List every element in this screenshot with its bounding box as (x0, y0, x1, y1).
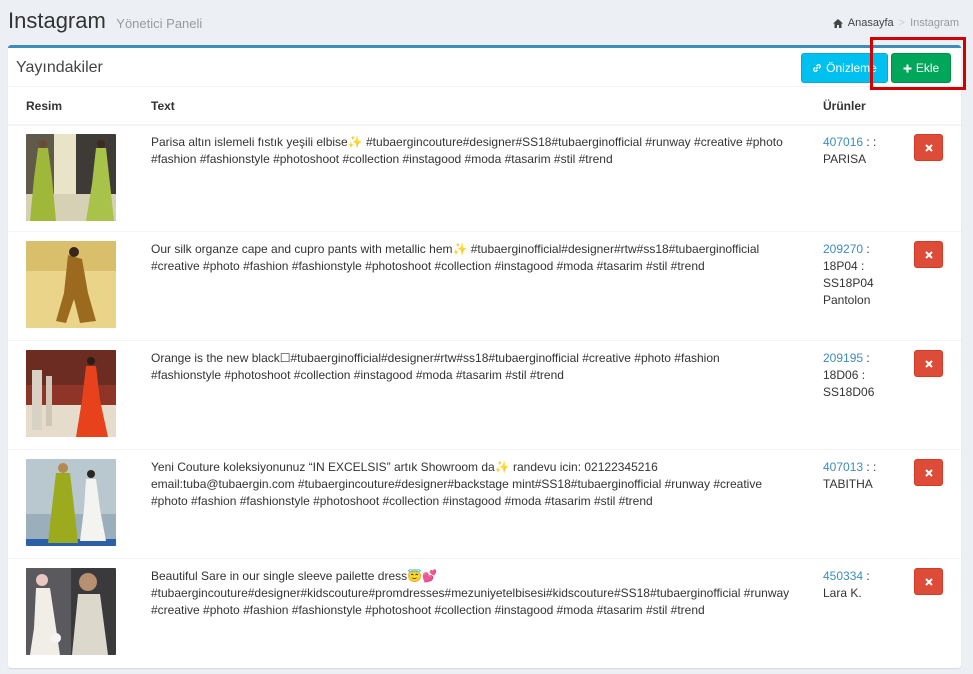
close-icon (925, 251, 933, 259)
post-text: Beautiful Sare in our single sleeve pailette dress😇💕 #tubaergincouture#designer#kidscouture#promdresses#mezuniyetelbisesi#kidscouture#SS18#tubaerginofficial #runway #creative #photo #fashion #fashionstyle #photoshoot #collection #instagood #moda #tasarim #stil #trend (151, 569, 790, 617)
breadcrumb-separator: > (898, 17, 906, 29)
link-icon (812, 63, 822, 73)
product-detail: : : PARISA (823, 135, 877, 166)
product-detail: : : TABITHA (823, 460, 877, 491)
published-box (8, 45, 961, 668)
delete-button[interactable] (914, 241, 943, 268)
post-text: Parisa altın islemeli fıstık yeşili elbise✨ #tubaergincouture#designer#SS18#tubaerginofficial #runway #creative #photo #fashion #fashionstyle #photoshoot #collection #instagood #moda #tasarim #stil #trend (151, 135, 783, 166)
table-row (8, 558, 961, 667)
breadcrumb-current: Instagram (910, 17, 959, 29)
page-title: Instagram (8, 8, 106, 33)
product-info (823, 241, 903, 309)
table-row (8, 124, 961, 232)
page-subtitle: Yönetici Paneli (116, 16, 203, 31)
post-text: Our silk organze cape and cupro pants with metallic hem✨ #tubaerginofficial#designer#rtw#ss18#tubaerginofficial #creative #photo #fashion #fashionstyle #photoshoot #collection #instagood #moda #tasarim #stil #trend (151, 242, 760, 273)
product-detail: : Lara K. (823, 569, 870, 600)
column-header-image: Resim (26, 99, 63, 113)
column-header-products: Ürünler (823, 99, 866, 113)
highlight-annotation (870, 37, 966, 90)
table-row (8, 340, 961, 450)
product-code-link[interactable]: 407016 (823, 135, 864, 149)
home-icon (833, 19, 843, 28)
close-icon (925, 144, 933, 152)
add-button-label: Ekle (915, 61, 940, 75)
preview-button-label: Önizleme (826, 61, 877, 75)
box-title: Yayındakiler (16, 59, 103, 76)
product-detail: : 18P04 : SS18P04 Pantolon (823, 242, 874, 307)
breadcrumb-home-link[interactable]: Anasayfa (847, 17, 894, 29)
delete-button[interactable] (914, 568, 943, 595)
table-row (8, 231, 961, 341)
product-detail: : 18D06 : SS18D06 (823, 351, 875, 399)
post-text: Yeni Couture koleksiyonunuz “IN EXCELSIS” artık Showroom da✨ randevu icin: 02122345216 email:tuba@tubaergin.com #tubaergincouture#designer#backstage mint#SS18#tubaerginofficial #runway #creative #photo #fashion #fashionstyle #photoshoot #collection #instagood #moda #tasarim #stil #trend (151, 460, 763, 508)
product-code-link[interactable]: 407013 (823, 460, 864, 474)
post-thumbnail (26, 241, 116, 328)
post-thumbnail (26, 459, 116, 546)
close-icon (925, 469, 933, 477)
post-text: Orange is the new black☐#tubaerginofficial#designer#rtw#ss18#tubaerginofficial #creative #photo #fashion #fashionstyle #photoshoot #collection #instagood #moda #tasarim #stil #trend (151, 351, 720, 382)
post-thumbnail (26, 134, 116, 221)
close-icon (925, 578, 933, 586)
delete-button[interactable] (914, 350, 943, 377)
product-info (823, 350, 903, 401)
table-header (8, 86, 961, 126)
product-code-link[interactable]: 450334 (823, 569, 864, 583)
table-row (8, 449, 961, 559)
product-info (823, 134, 903, 168)
column-header-text: Text (151, 99, 175, 113)
product-code-link[interactable]: 209270 (823, 242, 864, 256)
product-info (823, 568, 903, 602)
page-header (8, 8, 202, 38)
product-code-link[interactable]: 209195 (823, 351, 864, 365)
delete-button[interactable] (914, 459, 943, 486)
product-info (823, 459, 903, 493)
post-thumbnail (26, 350, 116, 437)
post-thumbnail (26, 568, 116, 655)
delete-button[interactable] (914, 134, 943, 161)
breadcrumb (833, 17, 959, 29)
box-header (8, 48, 961, 87)
close-icon (925, 360, 933, 368)
